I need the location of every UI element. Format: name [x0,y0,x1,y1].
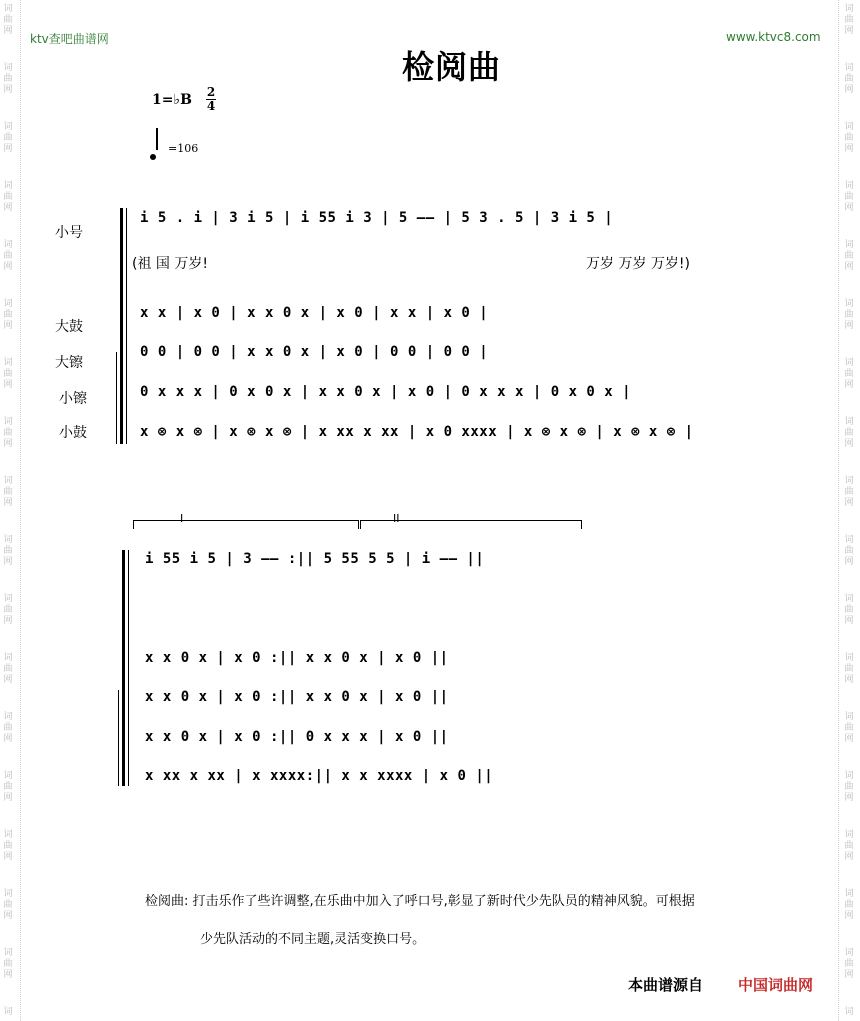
system2-snare-row: x xx x xx | x xxxx:|| x x xxxx | x 0 || [145,768,494,784]
system2-brace [122,550,125,786]
watermark-glyph: 词 [3,830,13,840]
system1-snare-row: x ⊗ x ⊗ | x ⊗ x ⊗ | x xx x xx | x 0 xxxx | x ⊗ x ⊗ | x ⊗ x ⊗ | [140,424,694,440]
watermark-glyph: 网 [844,734,854,744]
watermark-glyph: 词 [844,240,854,250]
watermark-glyph: 曲 [844,310,854,320]
watermark-glyph: 曲 [3,369,13,379]
watermark-glyph: 网 [3,380,13,390]
watermark-glyph: 网 [844,793,854,803]
watermark-glyph: 曲 [3,133,13,143]
volta-1-bracket [133,520,359,529]
watermark-glyph: 词 [3,4,13,14]
description-line-2: 少先队活动的不同主题,灵活变换口号。 [200,932,426,947]
watermark-glyph: 曲 [844,487,854,497]
watermark-glyph: 词 [3,889,13,899]
watermark-glyph: 词 [844,122,854,132]
watermark-glyph: 词 [844,4,854,14]
system2-small-cymbal-row: x x 0 x | x 0 :|| 0 x x x | x 0 || [145,729,449,745]
watermark-glyph: 词 [3,535,13,545]
watermark-glyph: 网 [844,616,854,626]
watermark-glyph: 网 [3,262,13,272]
instrument-small-cymbal: 小镲 [59,391,87,407]
watermark-glyph: 曲 [844,133,854,143]
watermark-glyph: 词 [3,240,13,250]
watermark-glyph: 网 [3,439,13,449]
tempo-value: =106 [168,142,199,155]
left-watermark [2,0,16,1021]
system1-small-cymbal-row: 0 x x x | 0 x 0 x | x x 0 x | x 0 | 0 x x x | 0 x 0 x | [140,384,632,400]
watermark-glyph: 词 [3,948,13,958]
watermark-glyph: 曲 [844,841,854,851]
watermark-glyph: 曲 [3,841,13,851]
watermark-glyph: 网 [3,498,13,508]
watermark-glyph: 词 [844,889,854,899]
watermark-glyph: 网 [3,675,13,685]
watermark-glyph: 词 [844,181,854,191]
system2-bass-drum-row: x x 0 x | x 0 :|| x x 0 x | x 0 || [145,650,449,666]
watermark-glyph: 曲 [844,782,854,792]
watermark-glyph: 网 [3,144,13,154]
watermark-glyph: 词 [844,63,854,73]
site-url-right[interactable]: www.ktvc8.com [726,30,821,44]
watermark-glyph: 曲 [3,546,13,556]
watermark-glyph: 曲 [3,959,13,969]
system1-brace [120,208,123,444]
watermark-glyph: 词 [844,476,854,486]
system1-brace-inner [126,208,127,444]
watermark-glyph: 曲 [3,723,13,733]
volta-1-label: I [180,512,184,525]
watermark-glyph: 曲 [844,74,854,84]
watermark-glyph: 词 [844,594,854,604]
watermark-glyph: 曲 [3,487,13,497]
system1-trumpet-row: i 5 . i | 3 i 5 | i 55 i 3 | 5 —— | 5 3 . 5 | 3 i 5 | [140,210,614,226]
watermark-glyph: 网 [844,911,854,921]
watermark-glyph: 词 [3,476,13,486]
watermark-glyph: 词 [3,299,13,309]
watermark-glyph: 曲 [844,959,854,969]
instrument-trumpet: 小号 [55,225,83,241]
watermark-glyph: 词 [844,948,854,958]
watermark-glyph: 曲 [3,782,13,792]
watermark-glyph: 词 [3,358,13,368]
system1-lyrics-right: 万岁 万岁 万岁!) [586,256,690,272]
watermark-glyph: 词 [3,181,13,191]
watermark-glyph: 词 [844,358,854,368]
watermark-glyph: 曲 [844,900,854,910]
watermark-glyph: 词 [844,653,854,663]
site-name-left[interactable]: ktv查吧曲谱网 [30,32,109,46]
watermark-glyph: 网 [844,26,854,36]
instrument-cymbal: 大镲 [55,355,83,371]
system2-brace-inner [128,550,129,786]
watermark-glyph: 网 [3,852,13,862]
left-margin-line [20,0,21,1021]
watermark-glyph: 曲 [3,664,13,674]
watermark-glyph: 曲 [3,74,13,84]
watermark-glyph: 词 [3,594,13,604]
watermark-glyph: 网 [844,675,854,685]
watermark-glyph: 曲 [844,723,854,733]
watermark-glyph: 曲 [844,15,854,25]
system2-perc-brace [118,690,119,786]
system1-perc-brace [116,352,117,444]
system1-cymbal-row: 0 0 | 0 0 | x x 0 x | x 0 | 0 0 | 0 0 | [140,344,489,360]
watermark-glyph: 曲 [844,251,854,261]
watermark-glyph: 词 [3,417,13,427]
watermark-glyph: 网 [844,262,854,272]
volta-2-label: II [393,512,400,525]
watermark-glyph: 网 [844,144,854,154]
watermark-glyph: 网 [844,852,854,862]
watermark-glyph: 网 [3,203,13,213]
watermark-glyph: 词 [844,417,854,427]
watermark-glyph: 词 [3,1007,13,1017]
watermark-glyph: 曲 [844,664,854,674]
watermark-glyph: 词 [3,771,13,781]
watermark-glyph: 曲 [844,369,854,379]
watermark-glyph: 曲 [844,605,854,615]
watermark-glyph: 词 [3,653,13,663]
system2-cymbal-row: x x 0 x | x 0 :|| x x 0 x | x 0 || [145,689,449,705]
watermark-glyph: 网 [844,380,854,390]
watermark-glyph: 曲 [844,192,854,202]
watermark-glyph: 曲 [844,546,854,556]
watermark-glyph: 网 [844,557,854,567]
watermark-glyph: 词 [844,535,854,545]
time-signature [206,86,216,113]
watermark-glyph: 曲 [3,15,13,25]
watermark-glyph: 词 [844,1007,854,1017]
watermark-glyph: 曲 [3,428,13,438]
watermark-glyph: 曲 [844,428,854,438]
meter-top: 2 [206,85,216,99]
source-site-link[interactable]: 中国词曲网 [738,976,814,994]
watermark-glyph: 词 [844,712,854,722]
instrument-bass-drum: 大鼓 [55,319,83,335]
watermark-glyph: 曲 [3,192,13,202]
watermark-glyph: 网 [3,321,13,331]
watermark-glyph: 网 [3,734,13,744]
right-watermark [843,0,857,1021]
watermark-glyph: 网 [3,793,13,803]
watermark-glyph: 网 [844,970,854,980]
watermark-glyph: 网 [844,85,854,95]
watermark-glyph: 曲 [3,605,13,615]
watermark-glyph: 网 [844,203,854,213]
watermark-glyph: 网 [844,321,854,331]
watermark-glyph: 词 [3,63,13,73]
quarter-note-icon [150,154,156,160]
watermark-glyph: 词 [844,299,854,309]
system2-trumpet-row: i 55 i 5 | 3 —— :|| 5 55 5 5 | i —— || [145,551,485,567]
system1-lyrics-left: (祖 国 万岁! [132,256,208,272]
watermark-glyph: 曲 [3,310,13,320]
right-margin-line [838,0,839,1021]
watermark-glyph: 网 [844,498,854,508]
page-title: 检阅曲 [402,48,502,86]
watermark-glyph: 词 [844,830,854,840]
watermark-glyph: 网 [3,911,13,921]
quarter-note-stem [156,128,158,150]
watermark-glyph: 网 [3,616,13,626]
tempo-marking [150,130,198,155]
watermark-glyph: 网 [3,970,13,980]
watermark-glyph: 网 [3,26,13,36]
watermark-glyph: 网 [3,557,13,567]
watermark-glyph: 词 [3,712,13,722]
watermark-glyph: 网 [844,439,854,449]
system1-bass-drum-row: x x | x 0 | x x 0 x | x 0 | x x | x 0 | [140,305,489,321]
instrument-snare: 小鼓 [59,425,87,441]
key-signature: 1=♭B [152,92,192,108]
watermark-glyph: 曲 [3,900,13,910]
watermark-glyph: 网 [3,85,13,95]
watermark-glyph: 曲 [3,251,13,261]
watermark-glyph: 词 [3,122,13,132]
description-line-1: 检阅曲: 打击乐作了些许调整,在乐曲中加入了呼口号,彰显了新时代少先队员的精神风貌。可根据 [145,894,695,909]
meter-bottom: 4 [206,99,216,113]
source-label: 本曲谱源自 [628,976,704,994]
watermark-glyph: 词 [844,771,854,781]
